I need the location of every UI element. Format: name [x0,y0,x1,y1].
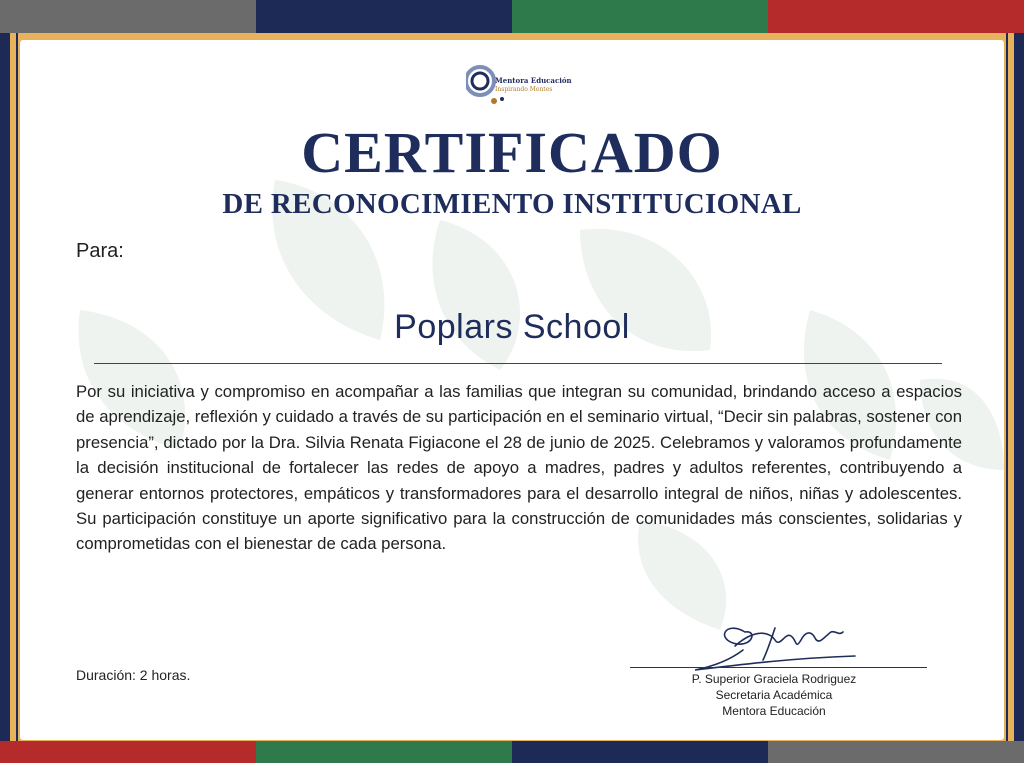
signer-role: Secretaria Académica [715,688,833,702]
band-segment-navy [512,741,768,763]
certificate-title: CERTIFICADO [301,120,723,185]
band-segment-gray [768,741,1024,763]
duration-text: Duración: 2 horas. [76,667,191,683]
logo-tagline: Inspirando Mentes [495,86,553,93]
band-segment-red [768,0,1024,33]
band-segment-green [512,0,768,33]
recipient-name: Poplars School [394,308,630,346]
signer-organization: Mentora Educación [722,704,826,718]
bottom-color-band [0,741,1024,763]
band-segment-navy [256,0,512,33]
band-segment-green [256,741,512,763]
signature-line [630,667,927,668]
certificate-body: Por su iniciativa y compromiso en acompañar a las familias que integran su comunidad, brindando acceso a espacios de aprendizaje, reflexión y cuidado a través de su participación en el seminario virtual, “Decir sin palabras, sostener con presencia”, dictado por la Dra. Silvia Renata Figiacone el 28 de junio de 2025. Celebramos y valoramos profundamente la decisión institucional de fortalecer las redes de apoyo a madres, padres y adultos referentes, contribuyendo a generar entornos protectores, empáticos y transformadores para el desarrollo integral de niños, niñas y adolescentes. Su participación constituye un aporte significativo para la construcción de comunidades más conscientes, solidarias y comprometidas con el bienestar de cada persona. [76,382,962,554]
logo-name: Mentora Educación [495,76,572,85]
certificate-subtitle: DE RECONOCIMIENTO INSTITUCIONAL [222,188,802,220]
band-segment-gray [0,0,256,33]
certificate-sheet [20,40,1004,740]
right-gold-stripe [1008,33,1014,741]
left-gold-stripe [10,33,16,741]
signature-icon [625,610,865,680]
recipient-underline [94,363,942,364]
top-color-band [0,0,1024,33]
band-segment-red [0,741,256,763]
to-label: Para: [76,240,124,262]
signer-name: P. Superior Graciela Rodriguez [691,672,857,686]
